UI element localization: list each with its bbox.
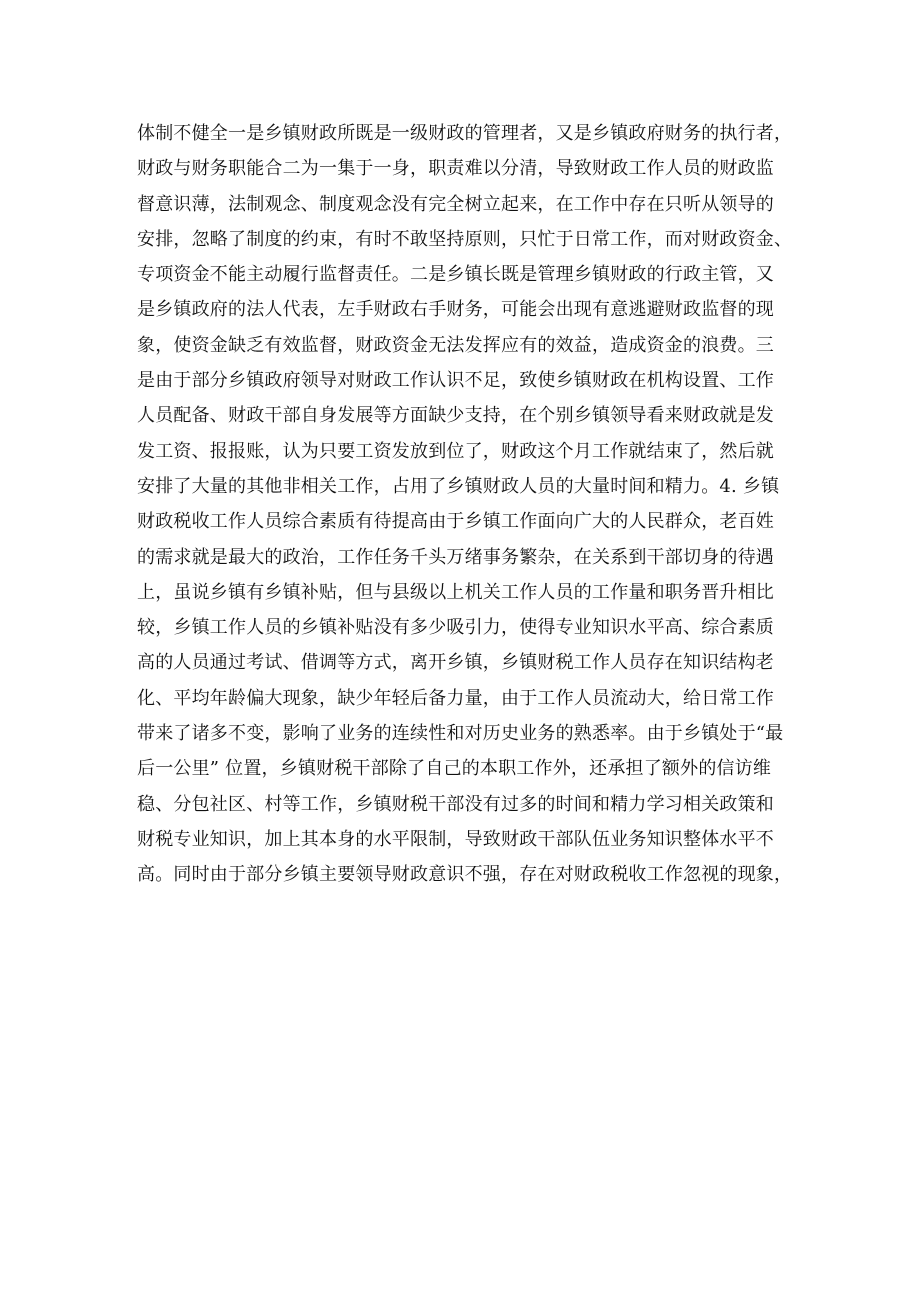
text-line: 发工资、报报账，认为只要工资发放到位了，财政这个月工作就结束了，然后就 (137, 440, 774, 462)
text-line: 后一公里” 位置，乡镇财税干部除了自己的本职工作外，还承担了额外的信访维 (137, 758, 772, 780)
text-line: 安排，忽略了制度的约束，有时不敢坚持原则，只忙于日常工作，而对财政资金、 (137, 228, 793, 250)
text-line: 化、平均年龄偏大现象，缺少年轻后备力量，由于工作人员流动大，给日常工作 (137, 687, 774, 709)
text-line: 体制不健全一是乡镇财政所既是一级财政的管理者，又是乡镇政府财务的执行者， (137, 123, 793, 144)
text-line: 专项资金不能主动履行监督责任。二是乡镇长既是管理乡镇财政的行政主管，又 (137, 264, 774, 286)
text-line: 上，虽说乡镇有乡镇补贴，但与县级以上机关工作人员的工作量和职务晋升相比 (137, 581, 774, 603)
text-line: 高的人员通过考试、借调等方式，离开乡镇，乡镇财税工作人员存在知识结构老 (137, 652, 774, 674)
text-line: 稳、分包社区、村等工作，乡镇财税干部没有过多的时间和精力学习相关政策和 (137, 793, 774, 815)
body-text (137, 116, 797, 893)
text-line: 安排了大量的其他非相关工作，占用了乡镇财政人员的大量时间和精力。4. 乡镇 (137, 475, 780, 497)
text-line: 是由于部分乡镇政府领导对财政工作认识不足，致使乡镇财政在机构设置、工作 (137, 370, 774, 392)
text-line: 带来了诸多不变，影响了业务的连续性和对历史业务的熟悉率。由于乡镇处于“最 (137, 723, 784, 745)
text-line: 人员配备、财政干部自身发展等方面缺少支持，在个别乡镇领导看来财政就是发 (137, 405, 774, 427)
text-line: 财政税收工作人员综合素质有待提高由于乡镇工作面向广大的人民群众，老百姓 (137, 511, 774, 533)
text-line: 象，使资金缺乏有效监督，财政资金无法发挥应有的效益，造成资金的浪费。三 (137, 334, 774, 356)
text-line: 较，乡镇工作人员的乡镇补贴没有多少吸引力，使得专业知识水平高、综合素质 (137, 617, 774, 639)
text-line: 财政与财务职能合二为一集于一身，职责难以分清，导致财政工作人员的财政监 (137, 158, 774, 180)
text-line: 的需求就是最大的政治，工作任务千头万绪事务繁杂，在关系到干部切身的待遇 (137, 546, 774, 568)
text-line: 督意识薄，法制观念、制度观念没有完全树立起来，在工作中存在只听从领导的 (137, 193, 774, 215)
text-line: 财税专业知识，加上其本身的水平限制，导致财政干部队伍业务知识整体水平不 (137, 828, 774, 850)
text-line: 高。同时由于部分乡镇主要领导财政意识不强，存在对财政税收工作忽视的现象， (137, 864, 793, 886)
text-line: 是乡镇政府的法人代表，左手财政右手财务，可能会出现有意逃避财政监督的现 (137, 299, 774, 321)
